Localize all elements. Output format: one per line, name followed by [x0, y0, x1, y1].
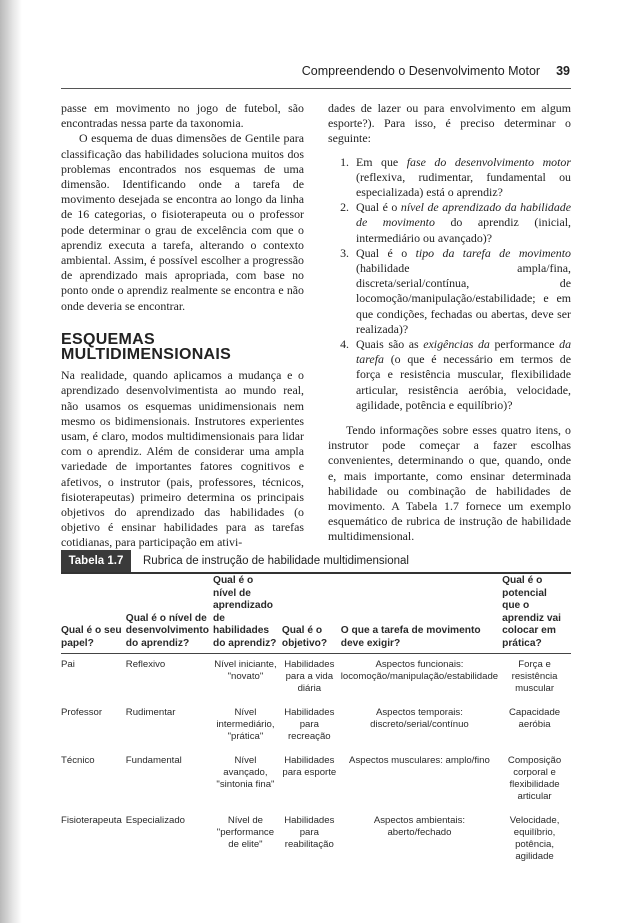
table-cell: Habilidades para recreação: [284, 707, 335, 742]
table-row: [61, 810, 571, 870]
page-binding-shadow: [0, 0, 22, 923]
column-header: O que a tarefa de movimento deve exigir?: [341, 575, 502, 654]
table-row: [61, 750, 571, 810]
column-header: Qual é o seu papel?: [61, 575, 126, 654]
table-cell: Aspectos musculares: amplo/fino: [349, 755, 490, 766]
table-cell: Nível iniciante, "novato": [214, 659, 277, 682]
table-cell: Aspectos ambientais: aberto/fechado: [373, 815, 466, 838]
table-title: Rubrica de instrução de habilidade multidimensional: [143, 555, 409, 567]
table-cell: Rudimentar: [125, 707, 176, 718]
table-cell: Aspectos funcionais: locomoção/manipulação/estabilidade: [340, 659, 499, 682]
table-cell: Habilidades para esporte: [282, 755, 337, 778]
table-header-row: [61, 575, 571, 654]
column-header: Qual é o nível de desenvolvimento do aprendiz?: [126, 575, 213, 654]
list-item: 3. Qual é o tipo da tarefa de movimento (habilidade ampla/fina, discreta/serial/contínua, de locomoção/manipulação/estabilidade; e em que condições, fechadas ou abertas, deve ser realizada)?: [352, 246, 571, 337]
page-number: 39: [556, 64, 570, 78]
table-cell: Composição corporal e flexibilidade articular: [507, 755, 562, 802]
paragraph: Na realidade, quando aplicamos a mudança e o aprendizado desenvolvimentista ao mundo real, não usamos os esquemas unidimensionais nem mesmo os bidimensionais. Instrutores experientes usam, é claro, modos multidimensionais para lidar com o aprendiz. Além de considerar uma ampla variedade de importantes fatores cognitivos e afetivos, o instrutor (pais, professores, técnicos, fisioterapeutas) primeiro determina os principais objetivos do aprendizado das habilidades (o objetivo é ensinar habilidades para as tarefas cotidianas, para participação em ativi-: [61, 368, 304, 550]
question-list: [328, 155, 571, 413]
right-column: [328, 101, 571, 545]
section-heading: ESQUEMAS MULTIDIMENSIONAIS: [61, 330, 232, 364]
table-cell: Especializado: [125, 815, 185, 826]
table-cell: Nível intermediário, "prática": [216, 707, 275, 742]
rubric-table: [61, 575, 571, 870]
column-header: Qual é o objetivo?: [282, 575, 341, 654]
left-column: [61, 101, 304, 551]
table-cell: Habilidades para a vida diária: [284, 659, 335, 694]
table-row: [61, 702, 571, 750]
table-row: [61, 654, 571, 703]
list-item: 4. Quais são as exigências da performance da tarefa (o que é necessário em termos de força e resistência muscular, flexibilidade articular, resistência aeróbia, velocidade, agilidade, potência e equilíbrio)?: [352, 337, 571, 413]
list-item: 2. Qual é o nível de aprendizado da habilidade de movimento do aprendiz (inicial, intermediário ou avançado)?: [352, 200, 571, 246]
table-cell: Força e resistência muscular: [511, 659, 558, 694]
column-header: Qual é o potencial que o aprendiz vai colocar em prática?: [502, 575, 571, 654]
table-cell: Nível de "performance de elite": [216, 815, 275, 850]
table-cell: Professor: [61, 707, 103, 718]
paragraph: passe em movimento no jogo de futebol, são encontradas nessa parte da taxonomia.: [61, 101, 304, 131]
paragraph: O esquema de duas dimensões de Gentile para classificação das habilidades soluciona muitos dos problemas encontrados nos esquemas de uma dimensão. Identificando onde a tarefa de movimento desejada se encontra ao longo da linha de 16 categorias, o fisioterapeuta ou o professor pode determinar o grau de excelência com que o aprendiz executa a tarefa, alterando o contexto ambiental. Assim, é possível escolher a progressão de aprendizado mais apropriada, com base no ponto onde o aprendiz realmente se encontra e não onde deveria se encontrar.: [61, 131, 304, 313]
list-item: 1. Em que fase do desenvolvimento motor (reflexiva, rudimentar, fundamental ou especializada) está o aprendiz?: [352, 155, 571, 201]
header-rule: [61, 88, 571, 89]
table-cell: Habilidades para reabilitação: [284, 815, 335, 850]
table-cell: Aspectos temporais: discreto/serial/contínuo: [370, 707, 469, 730]
table-number-badge: Tabela 1.7: [61, 550, 131, 572]
table-caption: [61, 550, 571, 574]
table-cell: Nível avançado, "sintonia fina": [216, 755, 275, 790]
paragraph: dades de lazer ou para envolvimento em algum esporte?). Para isso, é preciso determinar o seguinte:: [328, 101, 571, 146]
table-cell: Técnico: [61, 755, 95, 766]
table-cell: Velocidade, equilíbrio, potência, agilidade: [509, 815, 560, 862]
chapter-title: Compreendendo o Desenvolvimento Motor: [301, 64, 541, 78]
paragraph: Tendo informações sobre esses quatro itens, o instrutor pode começar a fazer escolhas convenientes, determinando o que, quando, onde e, mais importante, como ensinar determinada habilidade ou combinação de habilidades de movimento. A Tabela 1.7 fornece um exemplo esquemático de rubrica de instrução de habilidade multidimensional.: [328, 423, 571, 544]
table-cell: Pai: [61, 659, 75, 670]
table-cell: Fisioterapeuta: [61, 815, 122, 826]
table-cell: Capacidade aeróbia: [508, 707, 561, 730]
table-cell: Reflexivo: [125, 659, 166, 670]
column-header: Qual é o nível de aprendizado de habilidades do aprendiz?: [213, 575, 282, 654]
running-header: [240, 64, 570, 78]
table-cell: Fundamental: [125, 755, 182, 766]
